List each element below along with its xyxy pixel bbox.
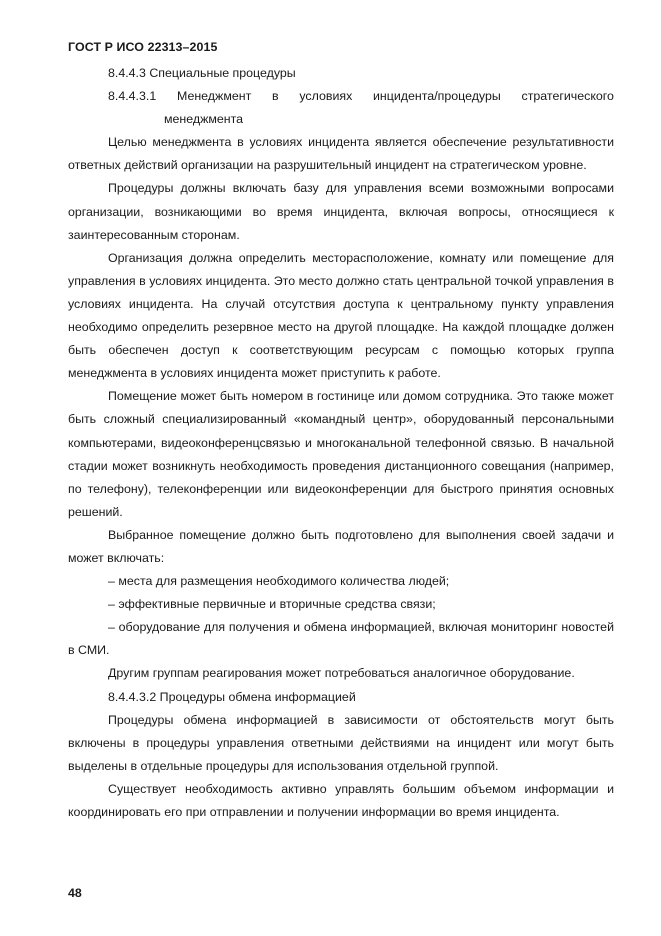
section-heading-8-4-4-3-2: 8.4.4.3.2 Процедуры обмена информацией xyxy=(108,689,356,704)
paragraph: Целью менеджмента в условиях инцидента является обеспечение результативности ответных действий организации на разрушительный инцидент на стратегическом уровне. xyxy=(68,135,614,173)
document-header: ГОСТ Р ИСО 22313–2015 xyxy=(68,40,218,54)
paragraph: Другим группам реагирования может потребоваться аналогичное оборудование. xyxy=(108,666,575,681)
page-content xyxy=(68,62,614,824)
page-number: 48 xyxy=(68,886,82,900)
paragraph: Процедуры должны включать базу для управления всеми возможными вопросами организации, возникающими во время инцидента, включая вопросы, относящиеся к заинтересованным сторонам. xyxy=(68,181,614,242)
list-item: – места для размещения необходимого количества людей; xyxy=(108,574,450,589)
section-heading-8-4-4-3-1 xyxy=(68,85,614,108)
list-item: – оборудование для получения и обмена информацией, включая мониторинг новостей в СМИ. xyxy=(68,620,614,658)
paragraph: Помещение может быть номером в гостинице или домом сотрудника. Это также может быть сложный специализированный «командный центр», оборудованный персональными компьютерами, видеоконференцсвязью и многоканальной телефонной связью. В начальной стадии может возникнуть необходимость проведения дистанционного совещания (например, по телефону), телеконференции или видеоконференции для быстрого принятия основных решений. xyxy=(68,389,614,519)
section-title-word: условиях xyxy=(299,89,353,104)
paragraph: Существует необходимость активно управлять большим объемом информации и координировать его при отправлении и получении информации во время инцидента. xyxy=(68,781,614,819)
section-heading-8-4-4-3: 8.4.4.3 Специальные процедуры xyxy=(108,66,296,80)
section-title-word: в xyxy=(272,89,279,104)
paragraph: Выбранное помещение должно быть подготовлено для выполнения своей задачи и может включать: xyxy=(68,527,614,565)
section-title-word: стратегического xyxy=(521,89,614,104)
section-number: 8.4.4.3.1 xyxy=(108,89,157,104)
list-item: – эффективные первичные и вторичные средства связи; xyxy=(108,597,436,612)
section-title-word: инцидента/процедуры xyxy=(373,89,501,104)
section-title-continuation: менеджмента xyxy=(164,112,244,127)
paragraph: Процедуры обмена информацией в зависимости от обстоятельств могут быть включены в процедуры управления ответными действиями на инцидент или могут быть выделены в отдельные процедуры для использования отдельной группой. xyxy=(68,712,614,773)
section-title-word: Менеджмент xyxy=(176,89,252,104)
paragraph: Организация должна определить месторасположение, комнату или помещение для управления в условиях инцидента. Это место должно стать центральной точкой управления в условиях инцидента. На случай отсутствия доступа к центральному пункту управления необходимо определить резервное место на другой площадке. На каждой площадке должен быть обеспечен доступ к соответствующим ресурсам с помощью которых группа менеджмента в условиях инцидента может приступить к работе. xyxy=(68,250,614,381)
